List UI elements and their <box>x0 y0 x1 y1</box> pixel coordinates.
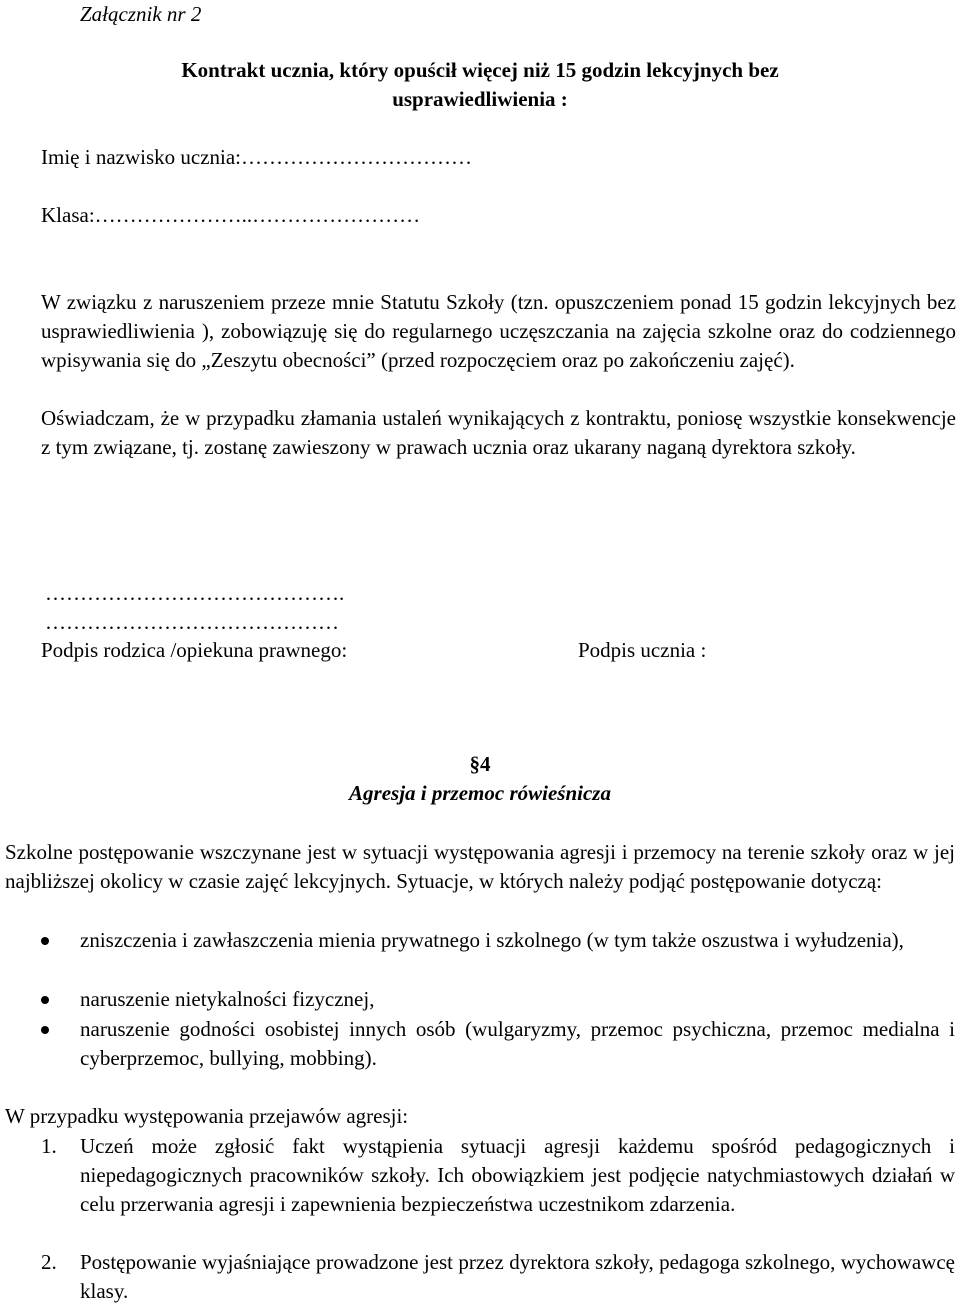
section-number: §4 <box>469 752 491 776</box>
bullet-text: zniszczenia i zawłaszczenia mienia prywatnego i szkolnego (w tym także oszustwa i wyłudzenia), <box>80 928 904 952</box>
signature-dotted-line-2: …………………………………… <box>45 610 339 634</box>
student-signature-label: Podpis ucznia : <box>578 638 707 662</box>
bullet-dot <box>41 996 49 1004</box>
signature-dotted-line-1: ……………………………………. <box>45 581 345 605</box>
item-number: 2. <box>41 1250 57 1274</box>
procedure-heading: W przypadku występowania przejawów agresji: <box>5 1104 409 1128</box>
bullet-dot <box>41 1026 49 1034</box>
item-number: 1. <box>41 1134 57 1158</box>
class-field: Klasa:…………………..…………………… <box>41 203 421 227</box>
statement-paragraph: W związku z naruszeniem przeze mnie Statutu Szkoły (tzn. opuszczeniem ponad 15 godzin lekcyjnych bez usprawiedliwienia ), zobowiązuję się do regularnego uczęszczania na zajęcia szkolne oraz do codziennego wpisywania się do „Zeszytu obecności” (przed rozpoczęciem oraz po zakończeniu zajęć). <box>41 290 956 372</box>
intro-paragraph: Szkolne postępowanie wszczynane jest w sytuacji występowania agresji i przemocy na terenie szkoły oraz w jej najbliższej okolicy w czasie zajęć lekcyjnych. Sytuacje, w których należy podjąć postępowanie dotyczą: <box>5 840 955 893</box>
declaration-paragraph: Oświadczam, że w przypadku złamania ustaleń wynikających z kontraktu, poniosę wszystkie konsekwencje z tym związane, tj. zostanę zawieszony w prawach ucznia oraz ukarany naganą dyrektora szkoły. <box>41 406 956 459</box>
contract-title-line-2: usprawiedliwienia : <box>392 87 568 111</box>
item-text: Postępowanie wyjaśniające prowadzone jest przez dyrektora szkoły, pedagoga szkolnego, wychowawcę klasy. <box>80 1250 955 1303</box>
section-title: Agresja i przemoc rówieśnicza <box>349 781 611 805</box>
contract-title-line-1: Kontrakt ucznia, który opuścił więcej niż 15 godzin lekcyjnych bez <box>181 58 779 82</box>
bullet-text: naruszenie godności osobistej innych osób (wulgaryzmy, przemoc psychiczna, przemoc medialna i cyberprzemoc, bullying, mobbing). <box>80 1017 955 1070</box>
bullet-dot <box>41 937 49 945</box>
student-name-field: Imię i nazwisko ucznia:…………………………… <box>41 145 473 169</box>
attachment-label: Załącznik nr 2 <box>80 2 202 26</box>
contract-title <box>40 56 920 114</box>
item-text: Uczeń może zgłosić fakt wystąpienia sytuacji agresji każdemu spośród pedagogicznych i niepedagogicznych pracowników szkoły. Ich obowiązkiem jest podjęcie natychmiastowych działań w celu przerwania agresji i zapewnienia bezpieczeństwa uczestnikom zdarzenia. <box>80 1134 955 1216</box>
bullet-text: naruszenie nietykalności fizycznej, <box>80 987 375 1011</box>
parent-signature-label: Podpis rodzica /opiekuna prawnego: <box>41 638 348 662</box>
